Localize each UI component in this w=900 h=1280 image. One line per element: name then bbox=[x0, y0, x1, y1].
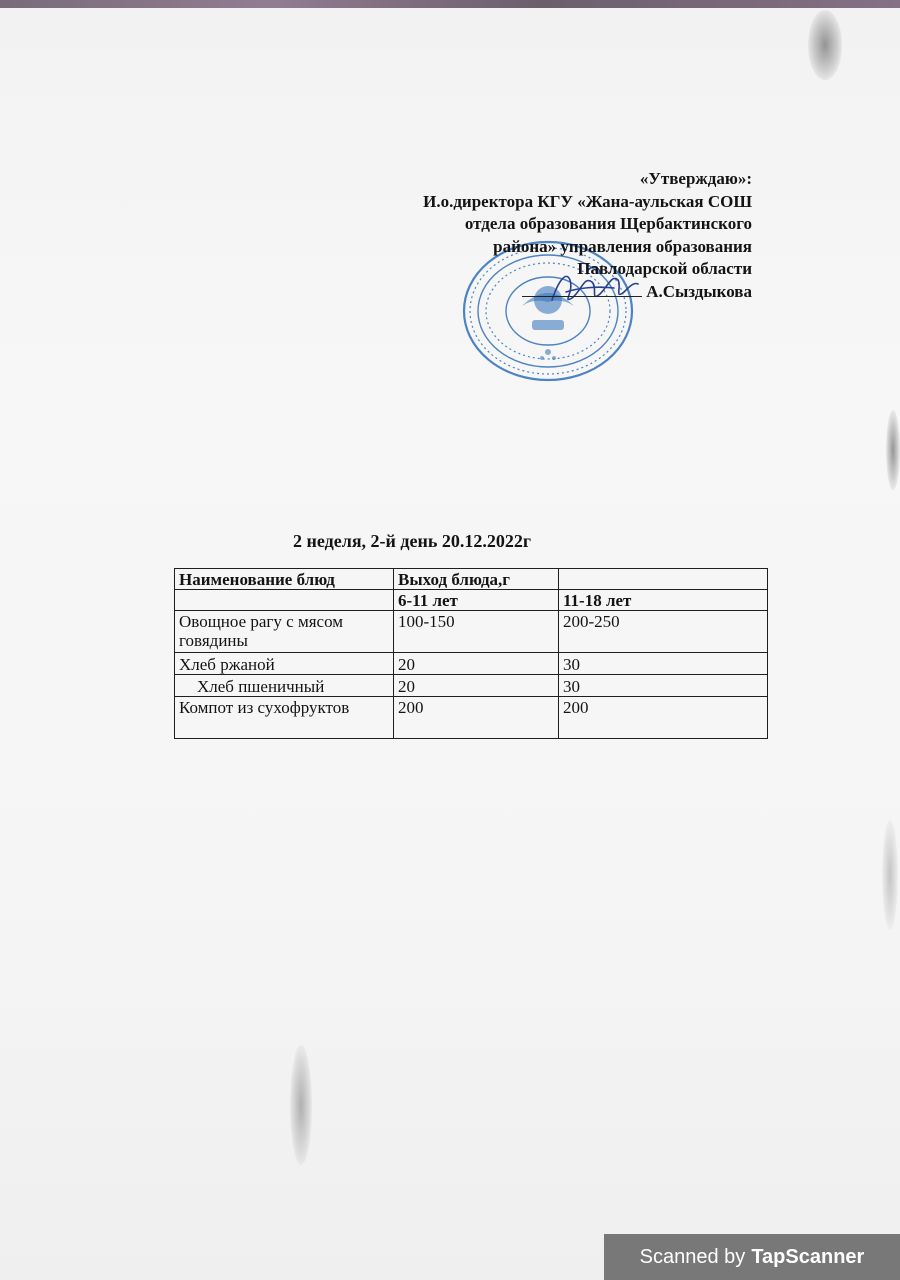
subheader-empty-cell bbox=[175, 590, 394, 611]
portion-11-18: 30 bbox=[559, 675, 768, 697]
portion-11-18: 200 bbox=[559, 697, 768, 739]
portion-6-11: 20 bbox=[394, 675, 559, 697]
scanner-badge-brand: TapScanner bbox=[751, 1245, 865, 1268]
menu-table bbox=[174, 568, 768, 739]
portion-11-18: 30 bbox=[559, 653, 768, 675]
scan-smudge bbox=[808, 10, 842, 80]
dish-name: Хлеб ржаной bbox=[175, 653, 394, 675]
scan-smudge bbox=[882, 820, 898, 930]
header-portion: Выход блюда,г bbox=[394, 569, 559, 590]
portion-11-18: 200-250 bbox=[559, 611, 768, 653]
header-age-6-11: 6-11 лет bbox=[394, 590, 559, 611]
scan-smudge bbox=[886, 410, 900, 490]
header-age-11-18: 11-18 лет bbox=[559, 590, 768, 611]
portion-6-11: 20 bbox=[394, 653, 559, 675]
dish-name: Овощное рагу с мясом говядины bbox=[175, 611, 394, 653]
approval-line: «Утверждаю»: bbox=[639, 169, 752, 188]
table-row bbox=[175, 611, 768, 653]
portion-6-11: 100-150 bbox=[394, 611, 559, 653]
approval-line: района» управления образования bbox=[493, 236, 752, 256]
header-empty-cell bbox=[559, 569, 768, 590]
signature-underline bbox=[522, 296, 642, 297]
scanner-badge-prefix: Scanned by bbox=[639, 1245, 746, 1268]
table-subheader-row bbox=[175, 590, 768, 611]
signatory-line bbox=[423, 281, 752, 304]
dish-name: Компот из сухофруктов bbox=[175, 697, 394, 739]
scan-edge-strip bbox=[0, 0, 900, 8]
portion-6-11: 200 bbox=[394, 697, 559, 739]
approval-block bbox=[423, 168, 752, 303]
table-row bbox=[175, 675, 768, 697]
dish-name: Хлеб пшеничный bbox=[175, 675, 394, 697]
table-header-row bbox=[175, 569, 768, 590]
scanner-watermark-badge bbox=[604, 1234, 900, 1280]
table-row bbox=[175, 697, 768, 739]
signatory-name: А.Сыздыкова bbox=[646, 281, 752, 301]
menu-day-heading: 2 неделя, 2-й день 20.12.2022г bbox=[293, 531, 532, 551]
approval-line: Павлодарской области bbox=[577, 259, 752, 278]
header-dish-name: Наименование блюд bbox=[175, 569, 394, 590]
table-row bbox=[175, 653, 768, 675]
approval-line: И.о.директора КГУ «Жана-аульская СОШ bbox=[423, 191, 752, 211]
scan-smudge bbox=[290, 1045, 312, 1165]
approval-line: отдела образования Щербактинского bbox=[464, 214, 752, 233]
